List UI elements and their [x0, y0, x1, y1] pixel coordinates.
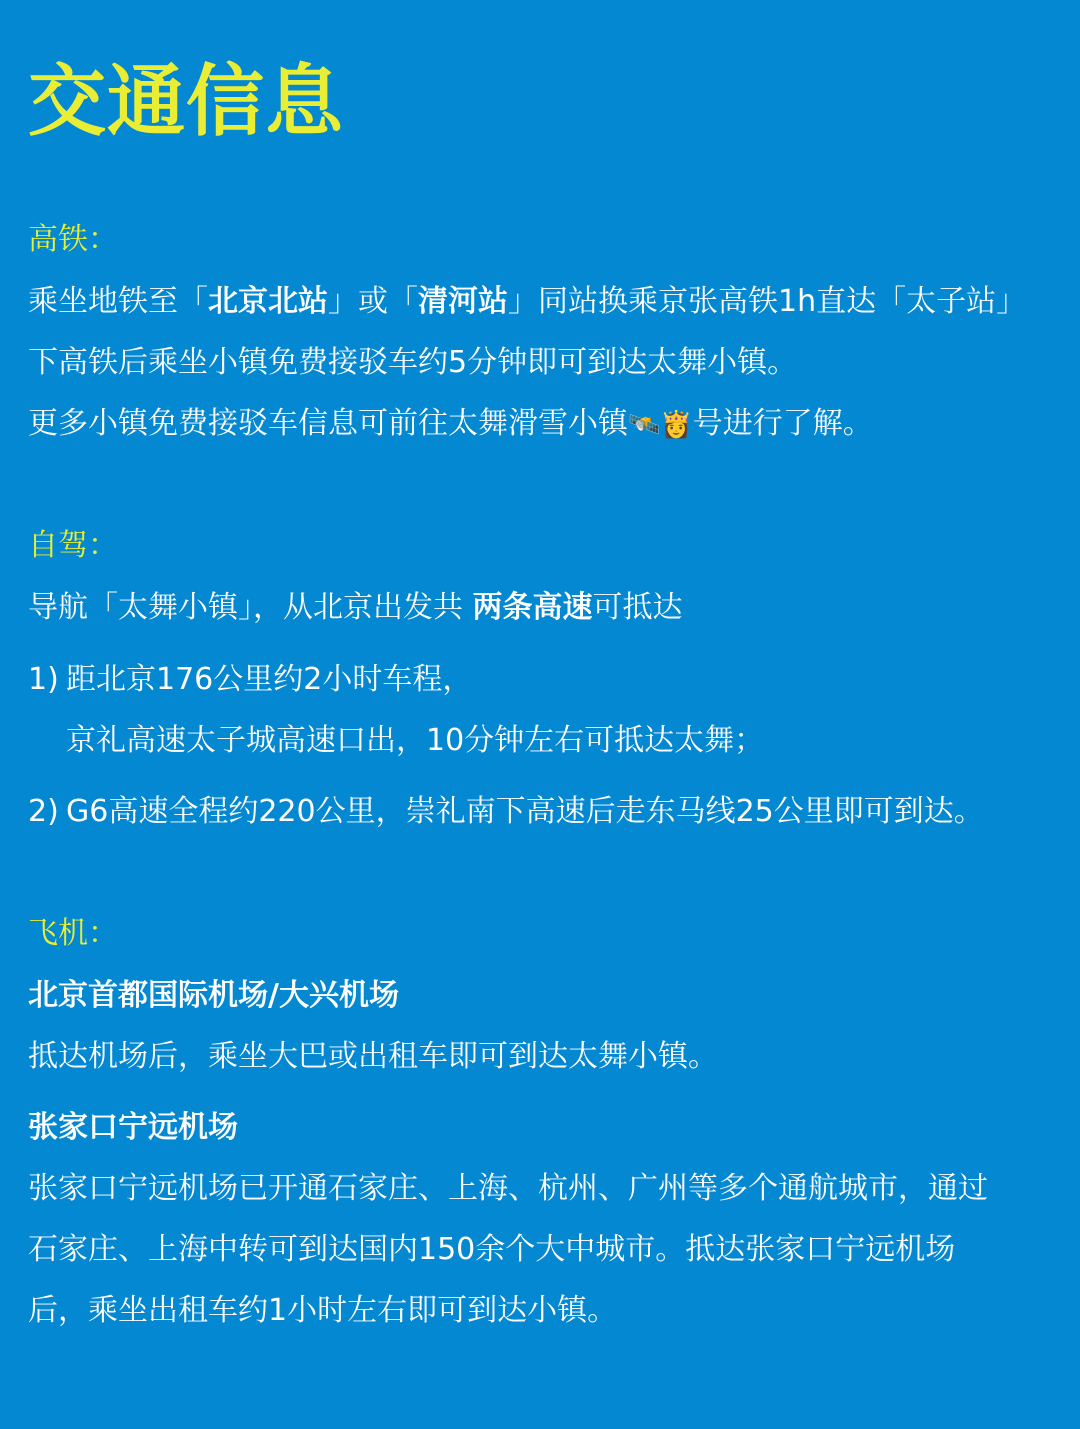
drive-item-1 — [28, 658, 472, 702]
satellite-icon: 🛰️ — [628, 409, 661, 440]
princess-icon: 👸 — [660, 409, 693, 440]
rail-line-1-text-e: 」同站换乘京张高铁1h直达「太子站」 — [508, 284, 1027, 319]
drive-intro — [28, 586, 683, 630]
rail-line-1 — [28, 280, 1026, 324]
zhangjiakou-airport-line-2: 石家庄、上海中转可到达国内150余个大中城市。抵达张家口宁远机场 — [28, 1232, 956, 1267]
drive-item-2 — [28, 790, 984, 834]
zhangjiakou-airport-line-3: 后，乘坐出租车约1小时左右即可到达小镇。 — [28, 1293, 618, 1328]
qinghe-station: 清河站 — [418, 284, 508, 319]
drive-item-1-number: 1) — [28, 662, 59, 697]
rail-line-3 — [28, 402, 873, 447]
rail-line-2: 下高铁后乘坐小镇免费接驳车约5分钟即可到达太舞小镇。 — [28, 345, 798, 380]
drive-intro-text-a: 导航「太舞小镇」，从北京出发共 — [28, 590, 473, 625]
page-title: 交通信息 — [28, 57, 345, 147]
drive-item-2-number: 2) — [28, 794, 59, 829]
two-highways: 两条高速 — [472, 590, 593, 625]
beijing-airports-text: 抵达机场后，乘坐大巴或出租车即可到达太舞小镇。 — [28, 1039, 718, 1074]
rail-line-3-text-b: 号进行了解。 — [692, 406, 873, 441]
zhangjiakou-airport-line-1: 张家口宁远机场已开通石家庄、上海、杭州、广州等多个通航城市，通过 — [28, 1171, 988, 1206]
drive-item-1-continued: 京礼高速太子城高速口出，10分钟左右可抵达太舞； — [66, 723, 765, 758]
drive-intro-text-c: 可抵达 — [592, 590, 683, 625]
beijing-airports-title: 北京首都国际机场/大兴机场 — [28, 978, 399, 1013]
drive-heading: 自驾： — [28, 528, 118, 563]
drive-item-1-text: 距北京176公里约2小时车程， — [66, 662, 473, 697]
drive-item-2-text: G6高速全程约220公里，崇礼南下高速后走东马线25公里即可到达。 — [66, 794, 984, 829]
zhangjiakou-airport-title: 张家口宁远机场 — [28, 1110, 238, 1145]
rail-line-3-text-a: 更多小镇免费接驳车信息可前往太舞滑雪小镇 — [28, 406, 628, 441]
rail-line-1-text-a: 乘坐地铁至「 — [28, 284, 208, 319]
beijing-north-station: 北京北站 — [208, 284, 328, 319]
rail-line-1-text-c: 」或「 — [328, 284, 418, 319]
plane-heading: 飞机： — [28, 916, 118, 951]
rail-heading: 高铁： — [28, 222, 118, 257]
